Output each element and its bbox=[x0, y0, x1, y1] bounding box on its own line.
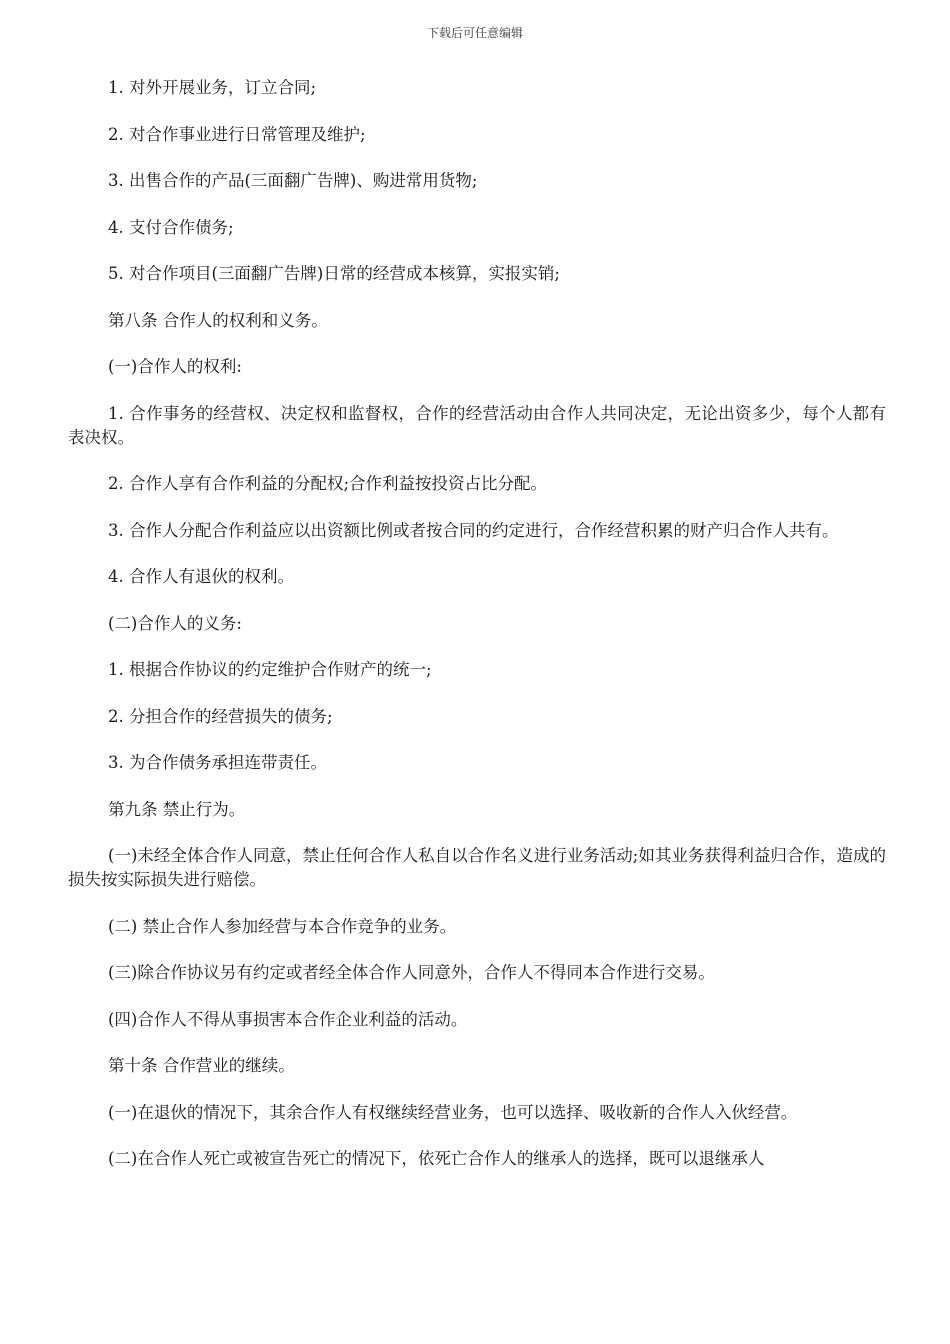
paragraph: 2. 对合作事业进行日常管理及维护; bbox=[108, 124, 366, 144]
paragraph: 5. 对合作项目(三面翻广告牌)日常的经营成本核算，实报实销; bbox=[108, 264, 560, 283]
paragraph: 1. 根据合作协议的约定维护合作财产的统一; bbox=[108, 660, 432, 679]
section-heading: (二)合作人的义务: bbox=[108, 613, 242, 633]
article-heading: 第九条 禁止行为。 bbox=[108, 799, 246, 819]
paragraph: (一)未经全体合作人同意，禁止任何合作人私自以合作名义进行业务活动;如其业务获得利益归合作，造成的损失按实际损失进行赔偿。 bbox=[68, 846, 886, 889]
article-heading: 第八条 合作人的权利和义务。 bbox=[108, 310, 328, 330]
article-heading: 第十条 合作营业的继续。 bbox=[108, 1056, 295, 1075]
paragraph: 3. 出售合作的产品(三面翻广告牌)、购进常用货物; bbox=[108, 171, 478, 190]
paragraph: 2. 分担合作的经营损失的债务; bbox=[108, 706, 333, 726]
paragraph: (四)合作人不得从事损害本合作企业利益的活动。 bbox=[108, 1009, 468, 1029]
paragraph: (三)除合作协议另有约定或者经全体合作人同意外，合作人不得同本合作进行交易。 bbox=[108, 963, 715, 982]
paragraph: 4. 支付合作债务; bbox=[108, 217, 234, 237]
paragraph: (二) 禁止合作人参加经营与本合作竞争的业务。 bbox=[108, 916, 457, 936]
paragraph: 1. 合作事务的经营权、决定权和监督权，合作的经营活动由合作人共同决定，无论出资多少，每个人都有表决权。 bbox=[68, 403, 886, 447]
section-heading: (一)合作人的权利: bbox=[108, 357, 242, 376]
paragraph: (二)在合作人死亡或被宣告死亡的情况下，依死亡合作人的继承人的选择，既可以退继承人 bbox=[108, 1149, 765, 1168]
paragraph: 1. 对外开展业务，订立合同; bbox=[108, 78, 317, 97]
paragraph: 2. 合作人享有合作利益的分配权;合作利益按投资占比分配。 bbox=[108, 474, 548, 493]
document-body bbox=[68, 76, 886, 1194]
page-header: 下载后可任意编辑 bbox=[426, 26, 523, 40]
paragraph: 3. 为合作债务承担连带责任。 bbox=[108, 753, 327, 772]
paragraph: (一)在退伙的情况下，其余合作人有权继续经营业务，也可以选择、吸收新的合作人入伙经营。 bbox=[108, 1102, 798, 1122]
paragraph: 4. 合作人有退伙的权利。 bbox=[108, 567, 294, 586]
paragraph: 3. 合作人分配合作利益应以出资额比例或者按合同的约定进行，合作经营积累的财产归合作人共有。 bbox=[108, 520, 839, 540]
